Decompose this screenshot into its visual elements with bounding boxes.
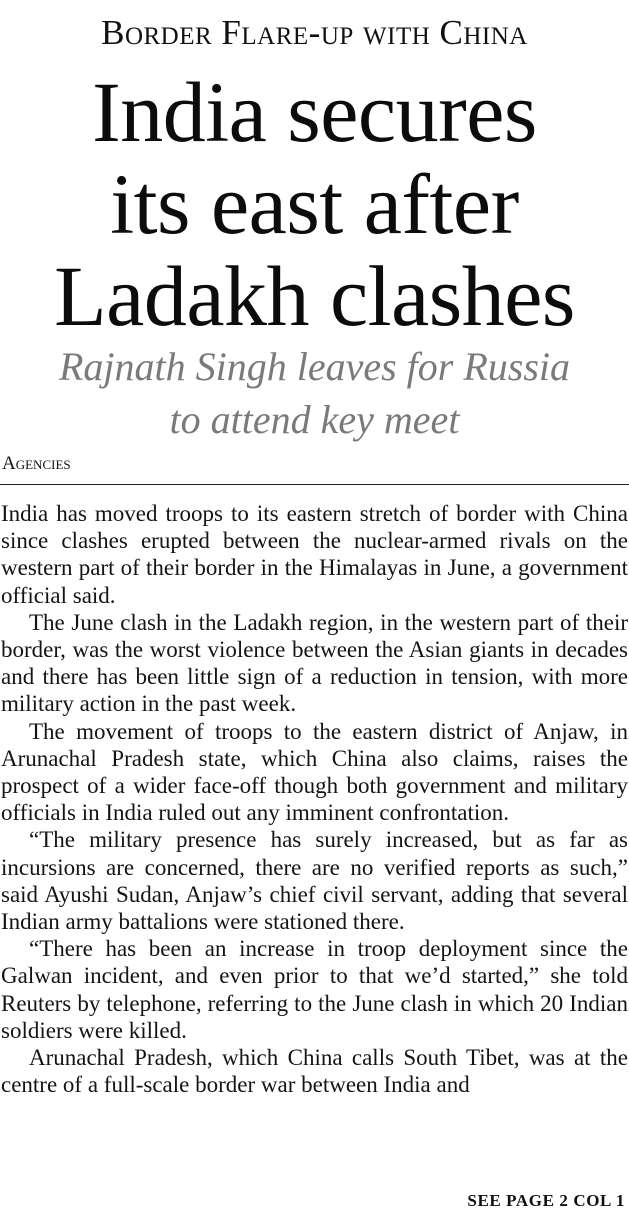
article-paragraph: India has moved troops to its eastern stretch of border with China since clashes erupted between the nuclear-armed rivals on the western part of their border in the Himalayas in June, a government official said.	[1, 501, 628, 608]
article-paragraph: Arunachal Pradesh, which China calls South Tibet, was at the centre of a full-scale border war between India and	[1, 1045, 628, 1098]
continuation-jump-line: SEE PAGE 2 COL 1	[467, 1191, 625, 1210]
headline-line: its east after	[110, 156, 519, 252]
divider-rule	[0, 484, 629, 485]
article-paragraph: “There has been an increase in troop deployment since the Galwan incident, and even prior to that we’d started,” she told Reuters by telephone, referring to the June clash in which 20 Indian soldiers were killed.	[1, 936, 628, 1043]
kicker: Border Flare-up with China	[101, 13, 528, 52]
article-paragraph: The June clash in the Ladakh region, in the western part of their border, was the worst violence between the Asian giants in decades and there has been little sign of a reduction in tension, with more military action in the past week.	[1, 609, 628, 717]
article-paragraph: “The military presence has surely increased, but as far as incursions are concerned, there are no verified reports as such,” said Ayushi Sudan, Anjaw’s chief civil servant, adding that several Indian army battalions were stationed there.	[1, 827, 628, 935]
byline: Agencies	[2, 453, 71, 474]
subheadline-line: Rajnath Singh leaves for Russia	[58, 344, 571, 389]
headline-line: India secures	[92, 64, 537, 160]
article-paragraph: The movement of troops to the eastern district of Anjaw, in Arunachal Pradesh state, which China also claims, raises the prospect of a wider face-off though both government and military officials in India ruled out any imminent confrontation.	[1, 718, 628, 826]
article-body	[1, 500, 628, 1098]
subheadline	[0, 340, 629, 446]
subheadline-line: to attend key meet	[169, 397, 460, 442]
headline-line: Ladakh clashes	[54, 248, 575, 344]
headline	[0, 66, 629, 342]
